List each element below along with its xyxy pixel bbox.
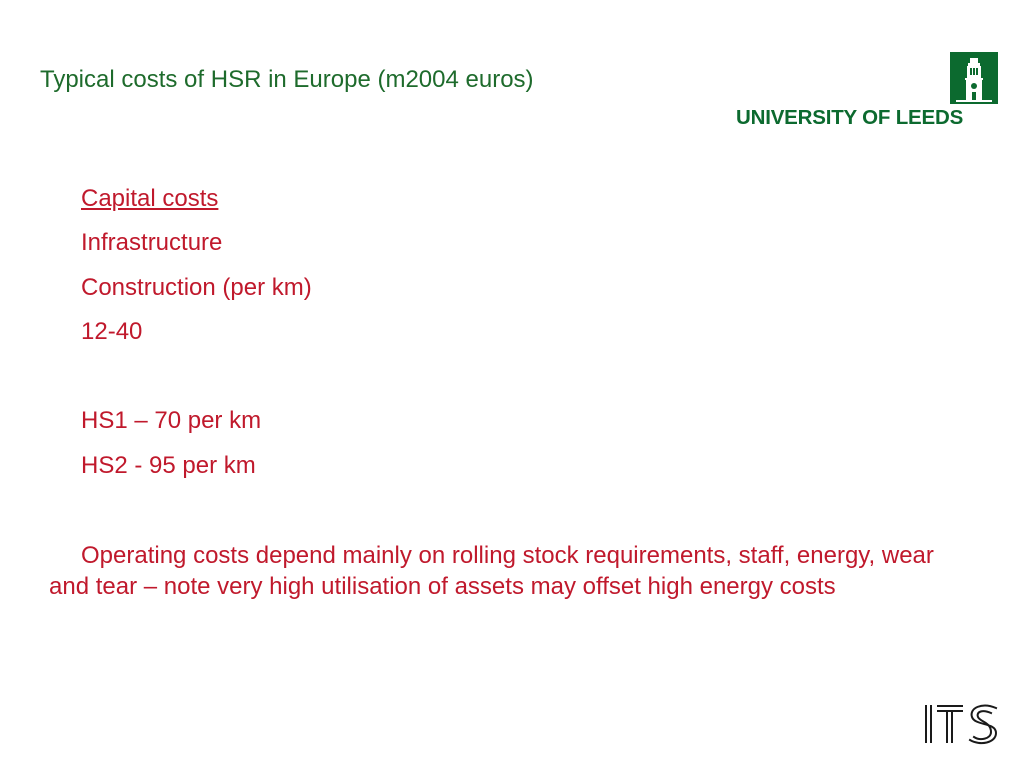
logo-wordmark: UNIVERSITY OF LEEDS (736, 106, 964, 129)
university-of-leeds-logo (728, 48, 1000, 132)
body-line-infrastructure: Infrastructure (81, 229, 223, 256)
parkinson-tower-icon (950, 52, 998, 104)
its-logo (922, 700, 1000, 748)
body-line-construction: Construction (per km) (81, 274, 312, 301)
capital-costs-heading: Capital costs (81, 185, 219, 212)
slide-title: Typical costs of HSR in Europe (m2004 euros) (40, 66, 534, 93)
body-line-hs2: HS2 - 95 per km (81, 452, 256, 479)
body-line-cost-range: 12-40 (81, 318, 143, 345)
operating-costs-paragraph: Operating costs depend mainly on rolling stock requirements, staff, energy, wear and tear – note very high utilisation of assets may offset high energy costs (49, 542, 934, 600)
body-line-hs1: HS1 – 70 per km (81, 407, 262, 434)
its-logo-text: ITS (922, 747, 924, 748)
